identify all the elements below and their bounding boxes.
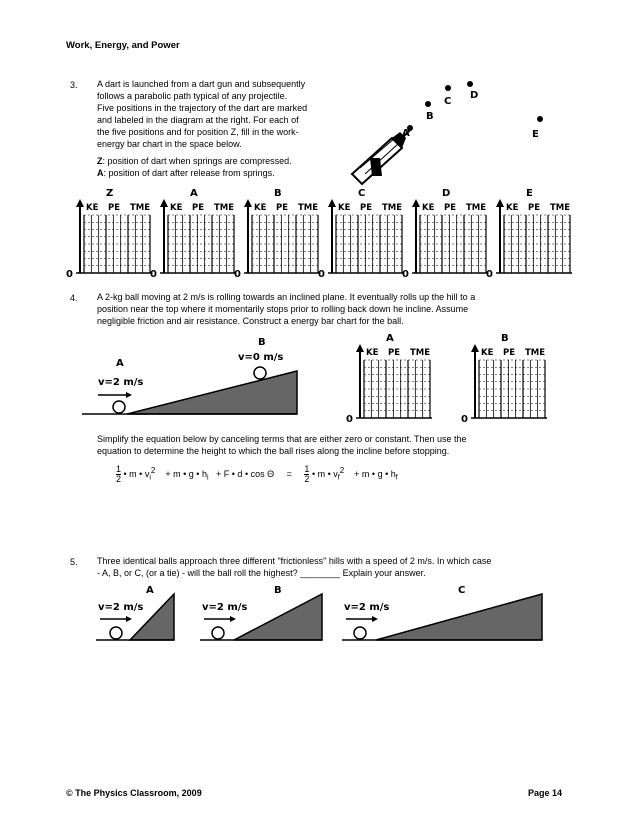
trajectory-label-d: D — [470, 90, 479, 101]
column-header-ke: KE — [366, 348, 379, 358]
trajectory-point-b — [425, 101, 431, 107]
q3-text — [97, 78, 307, 179]
work-term: + F • d • cos Θ — [216, 468, 275, 479]
q4-bar-charts — [340, 330, 560, 425]
initial-ke-term: • m • v — [123, 468, 150, 479]
column-header-pe: PE — [444, 203, 457, 213]
q5-hills-diagram — [96, 580, 556, 650]
column-header-tme: TME — [550, 203, 571, 213]
energy-bar-chart-z — [66, 188, 152, 280]
energy-equation: $\frac{1}{2}$ • m • $v_i^2$ + m • g • $h_i$ + F • d • cos Θ = $\frac{1}{2}$ • m • $v_f^2$ + m • g • $h_f$ — [116, 464, 398, 484]
q3-bar-charts — [60, 185, 580, 280]
q3-line: and labeled in the diagram at the right. For each of — [97, 115, 299, 125]
column-header-pe: PE — [108, 203, 121, 213]
chart-label: A — [386, 333, 394, 344]
dart-trajectory-diagram — [340, 76, 570, 186]
energy-bar-chart-a — [150, 188, 236, 280]
hill-c-label: C — [458, 585, 466, 596]
column-header-tme: TME — [130, 203, 151, 213]
zero-label: 0 — [461, 414, 468, 425]
column-header-tme: TME — [298, 203, 319, 213]
q4-label-a: A — [116, 358, 124, 369]
q4-line: position near the top where it momentarily stops prior to rolling back down he incline. Assume — [97, 304, 469, 314]
column-header-pe: PE — [388, 348, 401, 358]
column-header-pe: PE — [528, 203, 541, 213]
q3-a-definition: A: position of dart after release from springs. — [97, 168, 275, 178]
zero-label: 0 — [486, 269, 493, 280]
zero-label: 0 — [402, 269, 409, 280]
initial-pe-term: + m • g • h — [165, 468, 207, 479]
q4-line: A 2-kg ball moving at 2 m/s is rolling towards an inclined plane. It eventually rolls up the hill to a — [97, 292, 476, 302]
trajectory-point-c — [445, 85, 451, 91]
hill-a-ball — [110, 627, 122, 639]
hill-a-label: A — [146, 585, 154, 596]
zero-label: 0 — [234, 269, 241, 280]
hill-b-ball — [212, 627, 224, 639]
footer-copyright: © The Physics Classroom, 2009 — [66, 788, 202, 798]
column-header-ke: KE — [170, 203, 183, 213]
one-half-fraction: $\frac{1}{2}$ — [304, 464, 310, 484]
q4-ball-a — [113, 401, 125, 413]
q5-text — [97, 555, 491, 579]
zero-label: 0 — [318, 269, 325, 280]
q4-ball-b — [254, 367, 266, 379]
chart-label: D — [442, 188, 451, 199]
chart-label: Z — [106, 188, 114, 199]
trajectory-label-e: E — [532, 129, 539, 140]
q4-incline-diagram — [82, 335, 302, 420]
column-header-tme: TME — [525, 348, 546, 358]
q3-number: 3. — [70, 80, 78, 90]
energy-bar-chart-e — [486, 188, 572, 280]
column-header-pe: PE — [360, 203, 373, 213]
q3-line: energy bar chart in the space below. — [97, 139, 242, 149]
q4-simplify-line: Simplify the equation below by canceling terms that are either zero or constant. Then use the — [97, 434, 467, 444]
trajectory-label-a: A — [402, 128, 410, 139]
hill-c-ball — [354, 627, 366, 639]
column-header-pe: PE — [503, 348, 516, 358]
energy-bar-chart-b — [461, 333, 547, 425]
final-pe-term: + m • g • h — [354, 468, 396, 479]
q4-line: negligible friction and air resistance. Construct a energy bar chart for the ball. — [97, 316, 404, 326]
energy-bar-chart-d — [402, 188, 488, 280]
q3-line: Five positions in the trajectory of the dart are marked — [97, 103, 308, 113]
chart-label: E — [526, 188, 533, 199]
column-header-tme: TME — [214, 203, 235, 213]
hill-b-velocity: v=2 m/s — [202, 602, 248, 613]
chart-label: B — [501, 333, 509, 344]
trajectory-label-b: B — [426, 111, 434, 122]
zero-label: 0 — [66, 269, 73, 280]
column-header-pe: PE — [276, 203, 289, 213]
hill-b-label: B — [274, 585, 282, 596]
q4-velocity-a: v=2 m/s — [98, 377, 144, 388]
energy-bar-chart-a — [346, 333, 432, 425]
q4-text — [97, 291, 475, 327]
energy-bar-chart-c — [318, 188, 404, 280]
hill-c — [342, 585, 542, 640]
energy-bar-chart-b — [234, 188, 320, 280]
final-ke-term: • m • v — [311, 468, 338, 479]
hill-a — [96, 585, 174, 640]
column-header-ke: KE — [481, 348, 494, 358]
q5-line: Three identical balls approach three different "frictionless" hills with a speed of 2 m/s. In which case — [97, 556, 492, 566]
column-header-ke: KE — [254, 203, 267, 213]
q4-simplify-text — [97, 433, 467, 457]
q4-label-b: B — [258, 337, 266, 348]
column-header-ke: KE — [506, 203, 519, 213]
footer-page-number: Page 14 — [528, 788, 563, 798]
chart-label: C — [358, 188, 366, 199]
q5-number: 5. — [70, 557, 78, 567]
equals-sign: = — [286, 468, 292, 479]
q3-line: follows a parabolic path typical of any projectile. — [97, 91, 288, 101]
zero-label: 0 — [346, 414, 353, 425]
q3-z-definition: Z: position of dart when springs are compressed. — [97, 156, 292, 166]
hill-c-velocity: v=2 m/s — [344, 602, 390, 613]
trajectory-point-d — [467, 81, 473, 87]
hill-b — [200, 585, 322, 640]
column-header-tme: TME — [466, 203, 487, 213]
q4-simplify-line: equation to determine the height to which the ball rises along the incline before stopping. — [97, 446, 450, 456]
one-half-fraction: $\frac{1}{2}$ — [116, 464, 122, 484]
column-header-tme: TME — [410, 348, 431, 358]
q5-line: - A, B, or C, (or a tie) - will the ball roll the highest? ________ Explain your answer. — [97, 568, 426, 578]
trajectory-point-e — [537, 116, 543, 122]
column-header-ke: KE — [338, 203, 351, 213]
chart-label: A — [190, 188, 198, 199]
q4-incline — [127, 371, 297, 414]
chart-label: B — [274, 188, 282, 199]
hill-a-velocity: v=2 m/s — [98, 602, 144, 613]
q3-line: A dart is launched from a dart gun and subsequently — [97, 79, 306, 89]
q4-velocity-b: v=0 m/s — [238, 352, 284, 363]
column-header-tme: TME — [382, 203, 403, 213]
q3-line: the five positions and for position Z, fill in the work- — [97, 127, 299, 137]
zero-label: 0 — [150, 269, 157, 280]
column-header-ke: KE — [86, 203, 99, 213]
column-header-pe: PE — [192, 203, 205, 213]
page-header: Work, Energy, and Power — [66, 40, 180, 51]
trajectory-label-c: C — [444, 96, 452, 107]
q4-number: 4. — [70, 293, 78, 303]
column-header-ke: KE — [422, 203, 435, 213]
